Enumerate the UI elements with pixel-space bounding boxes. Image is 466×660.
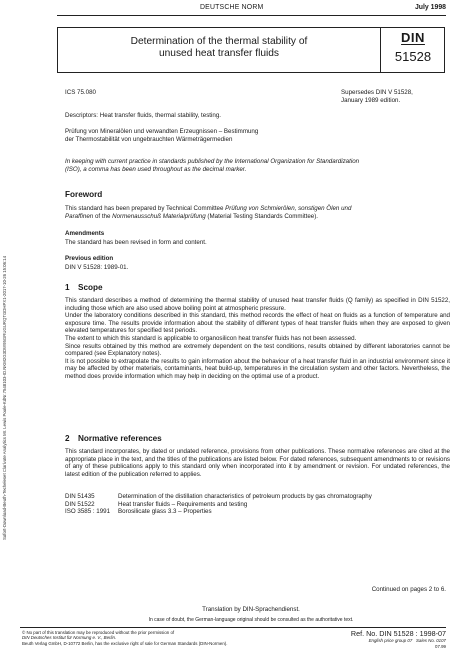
translation-credit: Translation by DIN-Sprachendienst. bbox=[202, 606, 300, 613]
reference-row bbox=[65, 493, 450, 501]
scope-heading bbox=[65, 283, 103, 293]
foreword-text-d: of the bbox=[93, 212, 113, 220]
din-logo-text: DIN bbox=[401, 30, 425, 45]
normative-title: Normative references bbox=[78, 434, 162, 443]
foreword-text bbox=[65, 205, 445, 220]
foreword-committee-name: Prüfung von Schmierölen, sonstigen Ölen und bbox=[225, 205, 352, 212]
reference-code: DIN 51435 bbox=[65, 493, 95, 500]
copyright-notice bbox=[22, 630, 312, 646]
copyright-line-3: Beuth Verlag GmbH, D-10772 Berlin, has the exclusive right of sale for German Standards (DIN-Normen). bbox=[22, 640, 228, 646]
scope-para-5: It is not possible to extrapolate the results to gain information about the behaviour of a heat transfer fluid in an industrial environment since it may be affected by other materials, contaminants, heat build-up, temperatures in the circulation system and other factors. Nevertheless, the method does provide information which may help in deciding on the optimal use of a product. bbox=[65, 357, 450, 380]
iso-note-line-2: (ISO), a comma has been used throughout as the decimal marker. bbox=[65, 165, 247, 173]
supersedes-line-2: January 1989 edition. bbox=[341, 96, 401, 104]
normative-number: 2 bbox=[65, 434, 70, 443]
continued-note: Continued on pages 2 to 6. bbox=[371, 586, 446, 593]
scope-para-2: Under the laboratory conditions described in this standard, this method records the effect of heat on fluids as a function of temperature and exposure time. The results provide information about the stability of different types of heat transfer fluids when they are exposed to given elevated temperatures for specified test periods. bbox=[65, 312, 450, 335]
previous-edition-text: DIN V 51528: 1989-01. bbox=[65, 264, 129, 271]
price-group: English price group 07 bbox=[368, 638, 413, 643]
iso-decimal-note bbox=[65, 158, 450, 173]
reference-row bbox=[65, 501, 450, 509]
document-title bbox=[58, 36, 380, 60]
publication-date: July 1998 bbox=[414, 4, 446, 11]
scope-para-1: This standard describes a method of determining the thermal stability of unused heat transfer fluids (Q family) as specified in DIN 51522, including those which are also used above boiling point at atmospheric pressure. bbox=[65, 297, 450, 312]
footer-ref-block bbox=[306, 630, 446, 650]
translation-note: In case of doubt, the German-language original should be consulted as the authoritative text. bbox=[148, 617, 354, 623]
foreword-heading: Foreword bbox=[65, 190, 103, 199]
sales-number: Sales No. 0107 bbox=[415, 638, 446, 643]
copyright-line-1: © No part of this translation may be reproduced without the prior permission of bbox=[22, 630, 175, 635]
reference-list bbox=[65, 493, 450, 516]
standard-body-label: DEUTSCHE NORM bbox=[200, 4, 264, 11]
ics-code: ICS 75.080 bbox=[65, 89, 96, 96]
german-title-line-1: Prüfung von Mineralölen und verwandten Erzeugnissen – Bestimmung bbox=[65, 128, 259, 135]
supersedes-line-1: Supersedes DIN V 51528, bbox=[341, 89, 413, 96]
reference-desc: Borosilicate glass 3.3 – Properties bbox=[118, 508, 212, 516]
scope-para-3: The extent to which this standard is applicable to organosilicon heat transfer fluids has not been assessed. bbox=[65, 334, 357, 342]
foreword-text-a: This standard has been prepared by Technical Committee bbox=[65, 205, 226, 212]
foreword-standards-committee: Normenausschuß Materialprüfung bbox=[112, 212, 206, 220]
foreword-text-f: (Material Testing Standards Committee). bbox=[205, 212, 319, 220]
reference-desc: Heat transfer fluids – Requirements and testing bbox=[118, 500, 248, 508]
title-line-1: Determination of the thermal stability of bbox=[130, 36, 308, 47]
reference-row bbox=[65, 508, 450, 516]
normative-body bbox=[65, 448, 450, 478]
header-rule bbox=[57, 15, 446, 16]
german-title bbox=[65, 128, 258, 143]
reference-code: DIN 51522 bbox=[65, 500, 95, 508]
previous-edition-heading: Previous edition bbox=[65, 255, 114, 262]
amendments-text: The standard has been revised in form and content. bbox=[65, 239, 207, 246]
print-code: 07.99 bbox=[435, 644, 446, 649]
reference-code: ISO 3585 : 1991 bbox=[65, 508, 111, 516]
scope-title: Scope bbox=[78, 283, 103, 292]
download-watermark bbox=[2, 140, 12, 540]
normative-heading bbox=[65, 434, 162, 444]
title-box-divider bbox=[380, 28, 381, 72]
supersedes-note bbox=[341, 89, 413, 104]
din-number: 51528 bbox=[394, 49, 432, 64]
scope-para-4: Since results obtained by this method are extremely dependent on the test conditions, results obtained by different laboratories cannot be compared (see Explanatory notes). bbox=[65, 342, 450, 358]
reference-desc: Determination of the distillation characteristics of petroleum products by gas chromatography bbox=[118, 493, 372, 500]
foreword-committee-name-2: Paraffinen bbox=[65, 212, 94, 220]
title-box bbox=[57, 27, 445, 73]
normative-para-1: This standard incorporates, by dated or undated reference, provisions from other publications. These normative references are cited at the appropriate place in the text, and the titles of the publications are listed below. For dated references, subsequent amendments to or revisions of any of these publications apply to this standard only when incorporated into it by amendment or revision. For undated references, the latest edition of the publication referred to applies. bbox=[65, 448, 450, 478]
footer-rule bbox=[20, 627, 446, 628]
copyright-line-2: DIN Deutsches Institut für Normung e. V., Berlin. bbox=[22, 635, 117, 641]
scope-number: 1 bbox=[65, 283, 70, 292]
download-watermark-text: Sofort-Download-Beuth-Techeleset Clarivate Analytics Mr. Lewis Poole-KdNr.7548103-ID.NKM2G3DW95GRUGURQTGDHPX1-2017-10-26 15:06:14 bbox=[2, 256, 7, 540]
german-title-line-2: der Thermostabilität von ungebrauchten Wärmeträgermedien bbox=[65, 135, 233, 143]
iso-note-line-1: In keeping with current practice in standards published by the International Organization for Standardization bbox=[65, 158, 360, 165]
amendments-heading: Amendments bbox=[65, 230, 105, 237]
title-line-2: unused heat transfer fluids bbox=[158, 48, 280, 59]
ref-number: Ref. No. DIN 51528 : 1998-07 bbox=[350, 629, 446, 638]
scope-body bbox=[65, 297, 450, 381]
din-logo bbox=[388, 31, 438, 65]
descriptors: Descriptors: Heat transfer fluids, thermal stability, testing. bbox=[65, 112, 222, 119]
